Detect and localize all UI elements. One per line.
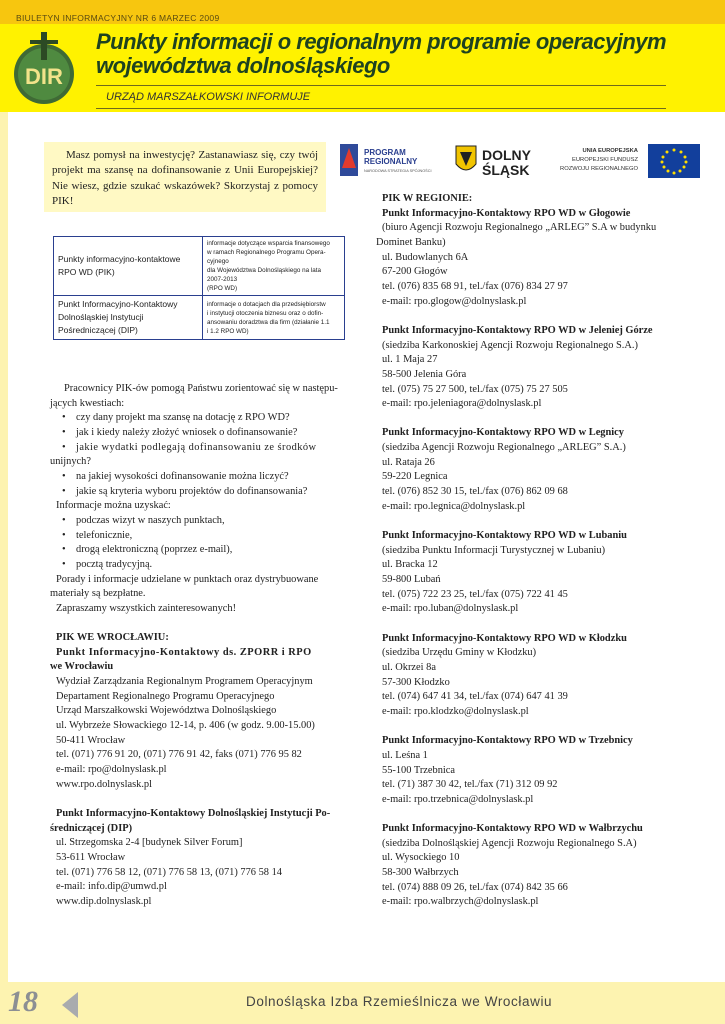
address-line: ul. Wybrzeże Słowackiego 12-14, p. 406 (w godz. 9.00-15.00) [56,720,315,732]
address-line: (siedziba Agencji Rozwoju Regionalnego „ARLEG” S.A.) [382,442,626,454]
header-rule-top [96,85,666,86]
paragraph: Pracownicy PIK-ów pomogą Państwu zorientować się w następu- [64,383,338,394]
pik-table [53,236,345,340]
svg-text:DOLNY: DOLNY [482,147,531,163]
office-name: średniczącej (DIP) [50,822,133,834]
unia-europejska-logo [560,144,700,178]
email-line: e-mail: rpo.jeleniagora@dolnyslask.pl [382,398,542,410]
funding-logos [338,138,708,182]
table-cell-name: Punkt Informacyjno-Kontaktowy Dolnośląskiej Instytucji Pośredniczącej (DIP) [54,296,203,340]
section-heading: PIK WE WROCŁAWIU: [56,632,169,644]
table-cell-desc: informacje o dotacjach dla przedsiębiorstw i instytucji otoczenia biznesu oraz o dofin- ansowaniu doradztwa dla firm (działanie 1.1 i 1.2 RPO WD) [203,296,345,340]
address-line: (siedziba Karkonoskiej Agencji Rozwoju Regionalnego S.A.) [382,339,638,351]
address-line: ul. Budowlanych 6A [382,251,469,263]
table-cell-name: Punkty informacyjno-kontaktowe RPO WD (PIK) [54,237,203,296]
svg-text:PROGRAM: PROGRAM [364,148,406,157]
paragraph: Porady i informacje udzielane w punktach oraz dystrybuowane [56,573,319,585]
address-line: ul. Okrzei 8a [382,661,436,673]
list-item: • pocztą tradycyjną. [50,558,350,573]
address-line: 57-300 Kłodzko [382,676,450,688]
phone-line: tel. (075) 75 27 500, tel./fax (075) 75 27 505 [382,383,568,395]
svg-text:ROZWOJU REGIONALNEGO: ROZWOJU REGIONALNEGO [560,166,638,172]
office-name: Punkt Informacyjno-Kontaktowy RPO WD w Wałbrzychu [382,823,643,835]
address-line: (biuro Agencji Rozwoju Regionalnego „ARLEG” S.A w budynku [382,222,657,234]
list-item: • podczas wizyt w naszych punktach, [50,514,350,529]
dolny-slask-logo [456,146,532,178]
email-line: e-mail: rpo.klodzko@dolnyslask.pl [382,705,529,717]
bulletin-label: BIULETYN INFORMACYJNY NR 6 MARZEC 2009 [16,13,220,23]
address-line: 67-200 Głogów [382,266,448,278]
address-line: 58-300 Wałbrzych [382,867,459,879]
phone-line: tel. (074) 888 09 26, tel./fax (074) 842 35 66 [382,881,568,893]
list-item: • drogą elektroniczną (poprzez e-mail), [50,543,350,558]
office-name: we Wrocławiu [50,661,114,673]
email-line: e-mail: rpo.trzebnica@dolnyslask.pl [382,793,534,805]
list-item: • jakie wydatki podlegają dofinansowaniu ze środków [50,441,350,456]
office-name: Punkt Informacyjno-Kontaktowy ds. ZPORR i RPO [56,646,312,658]
address-line: 59-800 Lubań [382,574,441,586]
phone-line: tel. (071) 776 91 20, (071) 776 91 42, faks (071) 776 95 82 [56,749,302,761]
phone-line: tel. (71) 387 30 42, tel./fax (71) 312 09 92 [382,779,558,791]
address-line: 53-611 Wrocław [56,851,126,863]
list-item: • na jakiej wysokości dofinansowanie można liczyć? [50,470,350,485]
office-name: Punkt Informacyjno-Kontaktowy RPO WD w Jeleniej Górze [382,324,653,336]
section-heading: PIK W REGIONIE: [382,193,473,204]
email-line: e-mail: rpo@dolnyslask.pl [56,764,167,776]
svg-text:ŚLĄSK: ŚLĄSK [482,162,530,178]
office-name: Punkt Informacyjno-Kontaktowy RPO WD w Kłodzku [382,632,627,644]
address-line: Urząd Marszałkowski Województwa Dolnośląskiego [56,705,277,717]
paragraph: jących kwestiach: [50,397,125,409]
intro-box [44,142,326,212]
page-header [0,24,725,112]
website-line: www.rpo.dolnyslask.pl [56,778,153,790]
list-item-continued: unijnych? [50,456,91,468]
paragraph: materiały są bezpłatne. [50,588,146,600]
svg-text:UNIA EUROPEJSKA: UNIA EUROPEJSKA [582,148,638,154]
email-line: e-mail: info.dip@umwd.pl [56,881,167,893]
section-subtitle: URZĄD MARSZAŁKOWSKI INFORMUJE [106,91,311,103]
title-line-1: Punkty informacji o regionalnym programie operacyjnym [96,29,667,54]
table-row [54,237,345,296]
svg-text:DIR: DIR [25,64,63,89]
right-column [376,192,696,910]
phone-line: tel. (075) 722 23 25, tel./fax (075) 722 41 45 [382,588,568,600]
page-title [96,30,666,78]
list-item: • jak i kiedy należy złożyć wniosek o dofinansowanie? [50,426,350,441]
table-row [54,296,345,340]
office-name: Punkt Informacyjno-Kontaktowy RPO WD w Trzebnicy [382,735,633,747]
svg-text:EUROPEJSKI FUNDUSZ: EUROPEJSKI FUNDUSZ [571,157,638,163]
intro-text: Masz pomysł na inwestycję? Zastanawiasz się, czy twój projekt ma szansę na dofinansowanie z Unii Europejskiej? Nie wiesz, gdzie szukać wskazówek? Skorzystaj z pomocy PIK! [52,149,318,207]
address-line: 50-411 Wrocław [56,734,126,746]
address-line: ul. Bracka 12 [382,559,438,571]
paragraph: Informacje można uzyskać: [56,500,171,512]
office-name: Punkt Informacyjno-Kontaktowy Dolnośląskiej Instytucji Po- [56,808,331,819]
address-line: Departament Regionalnego Programu Operacyjnego [56,690,275,702]
office-name: Punkt Informacyjno-Kontaktowy RPO WD w Legnicy [382,427,624,439]
address-line: ul. Strzegomska 2-4 [budynek Silver Forum] [56,837,243,849]
top-bar [0,0,725,24]
page-number: 18 [8,985,38,1018]
program-regionalny-logo [340,144,432,176]
paragraph: Zapraszamy wszystkich zainteresowanych! [56,602,237,614]
address-line: 58-500 Jelenia Góra [382,368,467,380]
address-line: (siedziba Dolnośląskiej Agencji Rozwoju Regionalnego S.A) [382,837,637,849]
phone-line: tel. (076) 835 68 91, tel./fax (076) 834 27 97 [382,280,568,292]
email-line: e-mail: rpo.glogow@dolnyslask.pl [382,295,527,307]
address-line: Dominet Banku) [376,236,446,248]
website-line: www.dip.dolnyslask.pl [56,895,152,907]
address-line: (siedziba Punktu Informacji Turystycznej w Lubaniu) [382,544,606,556]
address-line: ul. Rataja 26 [382,456,435,468]
title-line-2: województwa dolnośląskiego [96,53,390,78]
office-name: Punkt Informacyjno-Kontaktowy RPO WD w Głogowie [382,207,631,219]
address-line: ul. Wysockiego 10 [382,852,460,864]
list-item: • jakie są kryteria wyboru projektów do dofinansowania? [50,485,350,500]
table-cell-desc: informacje dotyczące wsparcia finansowego w ramach Regionalnego Programu Opera- cyjnego dla Województwa Dolnośląskiego na lata 2007-2013 (RPO WD) [203,237,345,296]
email-line: e-mail: rpo.luban@dolnyslask.pl [382,603,519,615]
svg-text:NARODOWA STRATEGIA SPÓJNOŚCI: NARODOWA STRATEGIA SPÓJNOŚCI [364,169,432,173]
address-line: 59-220 Legnica [382,471,448,483]
address-line: 55-100 Trzebnica [382,764,456,776]
office-name: Punkt Informacyjno-Kontaktowy RPO WD w Lubaniu [382,530,627,542]
left-margin-strip [0,112,8,982]
page-arrow-icon [58,990,80,1020]
phone-line: tel. (074) 647 41 34, tel./fax (074) 647 41 39 [382,691,568,703]
dir-logo [8,30,80,106]
svg-text:REGIONALNY: REGIONALNY [364,157,418,166]
address-line: Wydział Zarządzania Regionalnym Programem Operacyjnym [56,676,313,688]
left-column [50,382,350,910]
list-item: • czy dany projekt ma szansę na dotację z RPO WD? [50,411,350,426]
phone-line: tel. (071) 776 58 12, (071) 776 58 13, (071) 776 58 14 [56,866,282,878]
email-line: e-mail: rpo.legnica@dolnyslask.pl [382,500,526,512]
address-line: (siedziba Urzędu Gminy w Kłodzku) [382,647,537,659]
address-line: ul. Leśna 1 [382,749,428,761]
address-line: ul. 1 Maja 27 [382,354,438,366]
header-rule-bottom [96,108,666,109]
footer-publisher: Dolnośląska Izba Rzemieślnicza we Wrocławiu [246,994,553,1009]
email-line: e-mail: rpo.walbrzych@dolnyslask.pl [382,896,539,908]
phone-line: tel. (076) 852 30 15, tel./fax (076) 862 09 68 [382,486,568,498]
list-item: • telefonicznie, [50,529,350,544]
